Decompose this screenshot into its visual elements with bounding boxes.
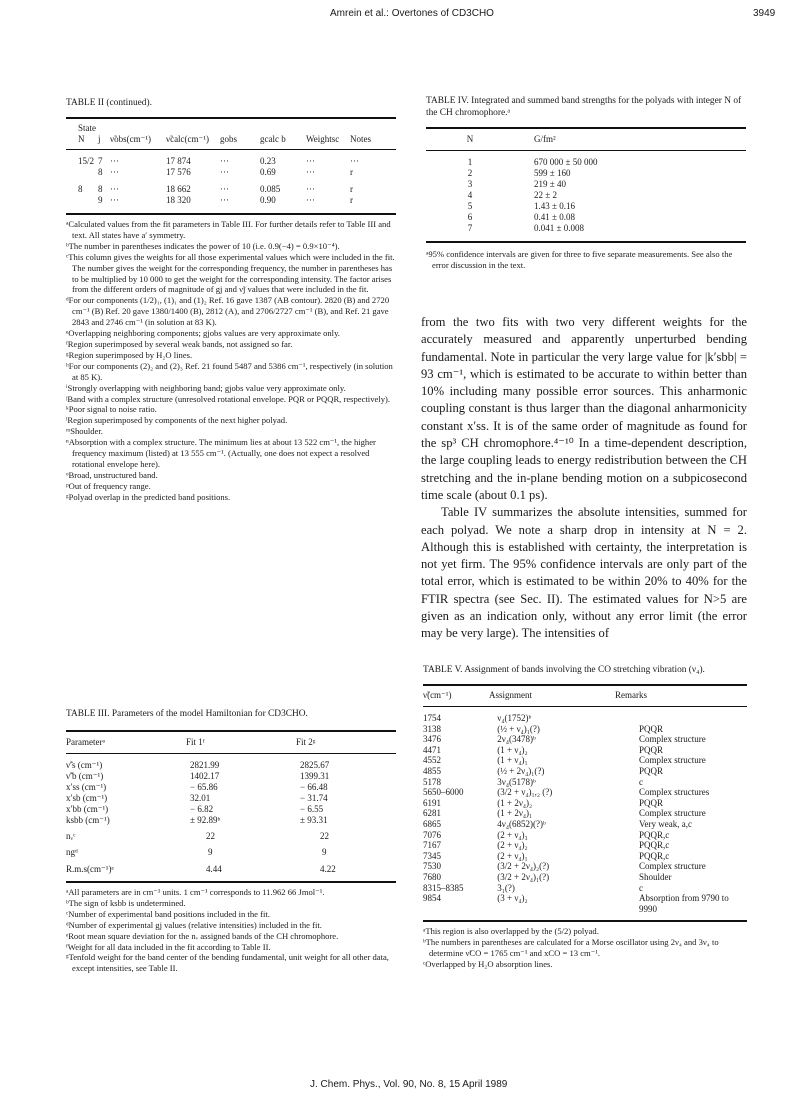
table-2 — [66, 97, 396, 503]
table-2-header-obs: ν̃obs(cm⁻¹) — [110, 134, 152, 144]
table-2-header-gobs: gobs — [220, 134, 238, 144]
footnote: ᵍTenfold weight for the band center of the bending fundamental, unit weight for all other data, except intensities, see Table II. — [66, 952, 389, 974]
table-row: 1 670 000 ± 50 000 — [467, 157, 598, 167]
footnote: ᵉOverlapping neighboring components; gjobs values are very approximate only. — [66, 328, 340, 339]
table-row: 7530 (3/2 + 2ν₄)₂(?) Complex structure — [423, 861, 706, 872]
table-5-body — [423, 713, 747, 914]
footnote: ᵍRegion superimposed by H₂O lines. — [66, 349, 193, 360]
table-5-header — [423, 690, 747, 701]
table-row: 7076 (2 + ν₄)₃ PQQR,c — [423, 829, 670, 840]
table-row: 8315–8385 3₁(?) c — [423, 882, 643, 893]
footnote: ᶜOverlapped by H₂O absorption lines. — [423, 959, 553, 969]
table-3-header-fit2: Fit 2ᵍ — [296, 737, 316, 747]
table-row: 4 22 ± 2 — [467, 190, 557, 200]
footnote: ᶠWeight for all data included in the fit according to Table II. — [66, 941, 271, 952]
table-4-header — [426, 134, 746, 145]
footnote: ᵍPolyad overlap in the predicted band positions. — [66, 491, 231, 502]
table-row: ν̃′b (cm⁻¹) 1402.17 1399.31 — [66, 771, 330, 781]
table-row: x′bb (cm⁻¹) − 6.82 − 6.55 — [66, 804, 324, 814]
footnote: ᵇThe sign of ksbb is undetermined. — [66, 897, 186, 908]
footnote: ᵈFor our components (1/2)₁, (1)₁ and (1)₂ Ref. 16 gave 1387 (AB contour). 2820 (B) and 2720 cm⁻¹ (B) Ref. 20 gave 1380/1400 (B), 2812 (A), and 2706/2727 cm⁻¹ (B), and Ref. 21 gave 2843 and 2746 cm⁻¹ (in solution at 83 K). — [66, 295, 390, 328]
running-title: Amrein et al.: Overtones of CD3CHO — [330, 8, 494, 19]
footnote: ᵖOut of frequency range. — [66, 480, 151, 491]
table-4-header-g: G/fm² — [534, 134, 556, 144]
footnote: ᵏPoor signal to noise ratio. — [66, 404, 157, 415]
table-2-header-notes: Notes — [350, 134, 371, 144]
table-row: 9 ··· 18 320 ··· 0.90 ··· r — [98, 195, 353, 205]
table-3-header-fit1: Fit 1ᶠ — [186, 737, 205, 747]
table-row: R.m.s(cm⁻¹)ᵉ 4.44 4.22 — [66, 864, 336, 874]
table-3 — [66, 708, 396, 974]
table-row: 3138 (½ + ν₄)₁(?) PQQR — [423, 723, 664, 734]
footnote: ᵃAll parameters are in cm⁻¹ units. 1 cm⁻¹ corresponds to 11.962 66 Jmol⁻¹. — [66, 887, 325, 897]
table-5-header-nu: ν̃(cm⁻¹) — [423, 690, 452, 700]
body-paragraph-2: Table IV summarizes the absolute intensities, summed for each polyad. We note a sharp drop in intensity at N = 2. Although this is established with certainty, the interpretation is not yet firm. The 95% confidence intervals are only part of the total error, which is estimated to be within 20% to 40% for the FTIR spectra (see Sec. II). The estimated values for N>5 are given as an indication only, without any error limit (the error may be very large). The intensities of — [421, 505, 747, 641]
table-row: 6281 (1 + 2ν₄)₁ Complex structure — [423, 808, 706, 819]
table-5-header-assignment: Assignment — [489, 690, 533, 700]
table-row: 7 0.041 ± 0.008 — [467, 223, 584, 233]
footnote: ᶠRegion superimposed by several weak bands, not assigned so far. — [66, 338, 293, 349]
table-row: 9854 (3 + ν₄)₂ Absorption from 9790 to 9990 — [423, 893, 729, 914]
table-5-caption: TABLE V. Assignment of bands involving the CO stretching vibration (ν₄). — [423, 665, 705, 675]
table-row: 5650–6000 (3/2 + ν₄)₁,₂ (?) Complex structures — [423, 787, 710, 798]
table-3-body — [66, 760, 396, 875]
table-3-header-param: Parameterᵃ — [66, 737, 105, 747]
table-row: ν̃′s (cm⁻¹) 2821.99 2825.67 — [66, 760, 330, 770]
table-2-body — [66, 156, 396, 206]
footnote: ᵃCalculated values from the fit parameters in Table III. For further details refer to Table III and text. All states have a′ symmetry. — [66, 219, 391, 240]
footnote: ⁱStrongly overlapping with neighboring band; gjobs value very approximate only. — [66, 382, 346, 393]
footnote: ᵈNumber of experimental gj values (relative intensities) included in the fit. — [66, 919, 322, 930]
table-row: 15/2 7 ··· 17 874 ··· 0.23 ··· ··· — [78, 156, 359, 166]
table-row: 4552 (1 + ν₄)₁ Complex structure — [423, 755, 706, 766]
page-number: 3949 — [753, 8, 776, 19]
table-2-header-calc: ν̃calc(cm⁻¹) — [166, 134, 209, 144]
table-5-footnotes — [423, 926, 747, 970]
footnote: ᵃThis region is also overlapped by the (5/2) polyad. — [423, 926, 599, 937]
table-row: 7680 (3/2 + 2ν₄)₁(?) Shoulder — [423, 871, 672, 882]
table-2-caption: TABLE II (continued). — [66, 98, 152, 108]
table-4-body — [426, 157, 746, 234]
table-2-footnotes — [66, 219, 396, 503]
footnote: ˡRegion superimposed by components of the next higher polyad. — [66, 415, 288, 426]
table-row: 2 599 ± 160 — [467, 168, 571, 178]
footnote: ᵇThe numbers in parentheses are calculated for a Morse oscillator using 2ν₄ and 3ν₄ to determine ν̃CO = 1765 cm⁻¹ and xCO = 13 cm⁻¹. — [423, 937, 719, 959]
table-4-caption: TABLE IV. Integrated and summed band strengths for the polyads with integer N of the CH chromophore.ᵃ — [426, 96, 742, 118]
table-4 — [426, 95, 746, 271]
footnote: ʰFor our components (2)₂ and (2)₃ Ref. 21 found 5487 and 5386 cm⁻¹, respectively (in solution at 85 K). — [66, 360, 393, 382]
table-5-header-remarks: Remarks — [615, 690, 647, 700]
table-row: 6 0.41 ± 0.08 — [467, 212, 575, 222]
table-4-header-n: N — [466, 134, 474, 144]
table-row: 1754 ν₄(1752)ᵇ — [423, 713, 532, 723]
table-2-header-j: j — [98, 134, 101, 144]
footnote: ʲBand with a complex structure (unresolved rotational envelope. PQR or PQQR, respectively). — [66, 393, 390, 404]
table-row: 7167 (2 + ν₄)₂ PQQR,c — [423, 840, 670, 851]
table-row: 5 1.43 ± 0.16 — [467, 201, 575, 211]
table-row: ngᵈ 9 9 — [66, 847, 327, 857]
table-row: 6865 4ν₄(6852)(?)ᵇ Very weak, a,c — [423, 818, 692, 829]
table-row: x′ss (cm⁻¹) − 65.86 − 66.48 — [66, 782, 328, 792]
table-row: 4855 (½ + 2ν₄)₁(?) PQQR — [423, 765, 664, 776]
table-row: nᵥᶜ 22 22 — [66, 831, 329, 841]
table-row: 5178 3ν₄(5178)ᵇ c — [423, 776, 643, 787]
journal-citation: J. Chem. Phys., Vol. 90, No. 8, 15 April 1989 — [310, 1079, 508, 1090]
table-3-footnotes — [66, 887, 396, 974]
body-text — [421, 314, 747, 643]
footnote: ᵐShoulder. — [66, 426, 103, 437]
table-row: ksbb (cm⁻¹) ± 92.89ᵇ ± 93.31 — [66, 815, 328, 825]
table-row: x′sb (cm⁻¹) 32.01 − 31.74 — [66, 793, 328, 803]
table-4-footnote: ᵃ95% confidence intervals are given for three to five separate measurements. See also the error discussion in the text. — [426, 249, 733, 270]
footnote: ᵉRoot mean square deviation for the nᵥ assigned bands of the CH chromophore. — [66, 930, 339, 941]
footnote: ᵒBroad, unstructured band. — [66, 469, 158, 480]
table-row: 4471 (1 + ν₄)₂ PQQR — [423, 744, 664, 755]
table-row: 6191 (1 + 2ν₄)₂ PQQR — [423, 797, 664, 808]
table-2-grid — [66, 123, 396, 145]
table-5 — [423, 664, 747, 970]
footnote: ᶜThis column gives the weights for all those experimental values which were included in the fit. The number gives the weight for the corresponding frequency, the number in parentheses has to be multiplied by 10 000 to get the weight for the corresponding intensity. The factor arises from the different orders of magnitude of gj and ν̃j values that were included in the fit. — [66, 251, 395, 295]
table-row: 7345 (2 + ν₄)₁ PQQR,c — [423, 850, 670, 861]
table-2-state-header: State — [78, 123, 96, 133]
table-3-caption: TABLE III. Parameters of the model Hamiltonian for CD3CHO. — [66, 709, 308, 719]
table-row: 3 219 ± 40 — [467, 179, 566, 189]
table-row: 8 ··· 17 576 ··· 0.69 ··· r — [98, 167, 353, 177]
footnote: ᵇThe number in parentheses indicates the power of 10 (i.e. 0.9(−4) = 0.9×10⁻⁴). — [66, 240, 340, 251]
footnote: ᶜNumber of experimental band positions included in the fit. — [66, 908, 270, 919]
table-2-header-gcalc: gcalc b — [260, 134, 286, 144]
table-row: 8 8 ··· 18 662 ··· 0.085 ··· r — [78, 184, 353, 194]
body-paragraph-1: from the two fits with two very different weights for the accurately measured and apparently unperturbed bending fundamental. Note in particular the very large value for |k′sbb| = 93 cm⁻¹, which is estimated to be accurate to within better than 10% including many possible error sources. This anharmonic coupling constant is thus larger than the diagonal anharmonicity constant x′ss. It is of the same order of magnitude as found for the sp³ CH chromophore.⁴⁻¹⁰ In a time-dependent description, the large coupling leads to energy redistribution between the CH stretching and the in-plane bending motion on a subpicosecond time scale (about 0.1 ps). — [421, 315, 747, 502]
footnote: ⁿAbsorption with a complex structure. The minimum lies at about 13 522 cm⁻¹, the higher frequency maximum (listed) at 13 555 cm⁻¹. (Actually, one does not expect a resolved rotational envelope here). — [66, 437, 376, 469]
table-2-header-weights: Weightsc — [306, 134, 340, 144]
table-3-header — [66, 737, 396, 748]
table-2-header-n: N — [78, 134, 85, 144]
table-row: 3476 2ν₄(3478)ᵇ Complex structure — [423, 734, 706, 745]
